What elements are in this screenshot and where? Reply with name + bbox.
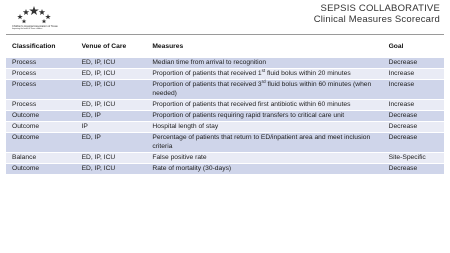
measure-superscript: rd	[261, 79, 266, 85]
cell-venue: ED, IP, ICU	[76, 164, 147, 175]
title-line1: SEPSIS COLLABORATIVE	[320, 3, 440, 14]
table-row	[6, 80, 444, 99]
table-row	[6, 122, 444, 133]
cell-measure: False positive rate	[146, 152, 382, 163]
cell-measure: Proportion of patients that received first antibiotic within 60 minutes	[146, 99, 382, 110]
header-divider	[6, 34, 444, 35]
cell-venue: IP	[76, 122, 147, 133]
cell-measure: Median time from arrival to recognition	[146, 58, 382, 69]
cell-venue: ED, IP, ICU	[76, 152, 147, 163]
column-header-classification: Classification	[6, 38, 76, 58]
cell-venue: ED, IP, ICU	[76, 80, 147, 99]
measure-text: Proportion of patients that received 3	[152, 81, 262, 89]
cell-goal: Increase	[383, 80, 444, 99]
table-row	[6, 152, 444, 163]
org-logo	[4, 4, 94, 34]
cell-goal: Decrease	[383, 111, 444, 122]
measure-superscript: st	[261, 68, 266, 74]
cell-classification: Outcome	[6, 164, 76, 175]
cell-classification: Balance	[6, 152, 76, 163]
cell-measure: Hospital length of stay	[146, 122, 382, 133]
cell-classification: Outcome	[6, 122, 76, 133]
cell-measure	[146, 80, 382, 99]
table-row	[6, 164, 444, 175]
cell-classification: Outcome	[6, 111, 76, 122]
cell-goal: Decrease	[383, 58, 444, 69]
cell-venue: ED, IP, ICU	[76, 58, 147, 69]
cell-goal: Decrease	[383, 122, 444, 133]
column-header-goal: Goal	[383, 38, 444, 58]
measures-table	[6, 38, 444, 174]
column-header-measures: Measures	[146, 38, 382, 58]
measure-text: Proportion of patients that received 1	[152, 70, 262, 78]
measure-text-rest: fluid bolus within 60 minutes (when needed)	[152, 81, 372, 97]
cell-classification: Process	[6, 80, 76, 99]
cell-classification: Process	[6, 99, 76, 110]
cell-measure	[146, 69, 382, 80]
cell-classification: Process	[6, 69, 76, 80]
cell-measure: Percentage of patients that return to ED/inpatient area and meet inclusion criteria	[146, 133, 382, 152]
table-header-row	[6, 38, 444, 58]
table-row	[6, 111, 444, 122]
cell-measure: Proportion of patients requiring rapid transfers to critical care unit	[146, 111, 382, 122]
org-name	[12, 25, 92, 30]
cell-goal: Increase	[383, 69, 444, 80]
cell-venue: ED, IP	[76, 133, 147, 152]
page-title	[314, 3, 440, 25]
table-row	[6, 133, 444, 152]
cell-goal: Decrease	[383, 133, 444, 152]
table-row	[6, 58, 444, 69]
org-name-line2: Improving the health of Texas children	[12, 28, 43, 30]
cell-venue: ED, IP	[76, 111, 147, 122]
org-name-line1: Children's Hospital Association of Texas	[12, 25, 58, 28]
table-row	[6, 99, 444, 110]
cell-venue: ED, IP, ICU	[76, 99, 147, 110]
cell-goal: Site-Specific	[383, 152, 444, 163]
cell-measure: Rate of mortality (30-days)	[146, 164, 382, 175]
stars-logo-icon	[4, 4, 94, 26]
cell-classification: Outcome	[6, 133, 76, 152]
column-header-venue: Venue of Care	[76, 38, 147, 58]
title-line2: Clinical Measures Scorecard	[313, 14, 440, 25]
cell-classification: Process	[6, 58, 76, 69]
cell-venue: ED, IP, ICU	[76, 69, 147, 80]
table-row	[6, 69, 444, 80]
measure-text-rest: fluid bolus within 20 minutes	[265, 70, 351, 78]
cell-goal: Decrease	[383, 164, 444, 175]
cell-goal: Increase	[383, 99, 444, 110]
